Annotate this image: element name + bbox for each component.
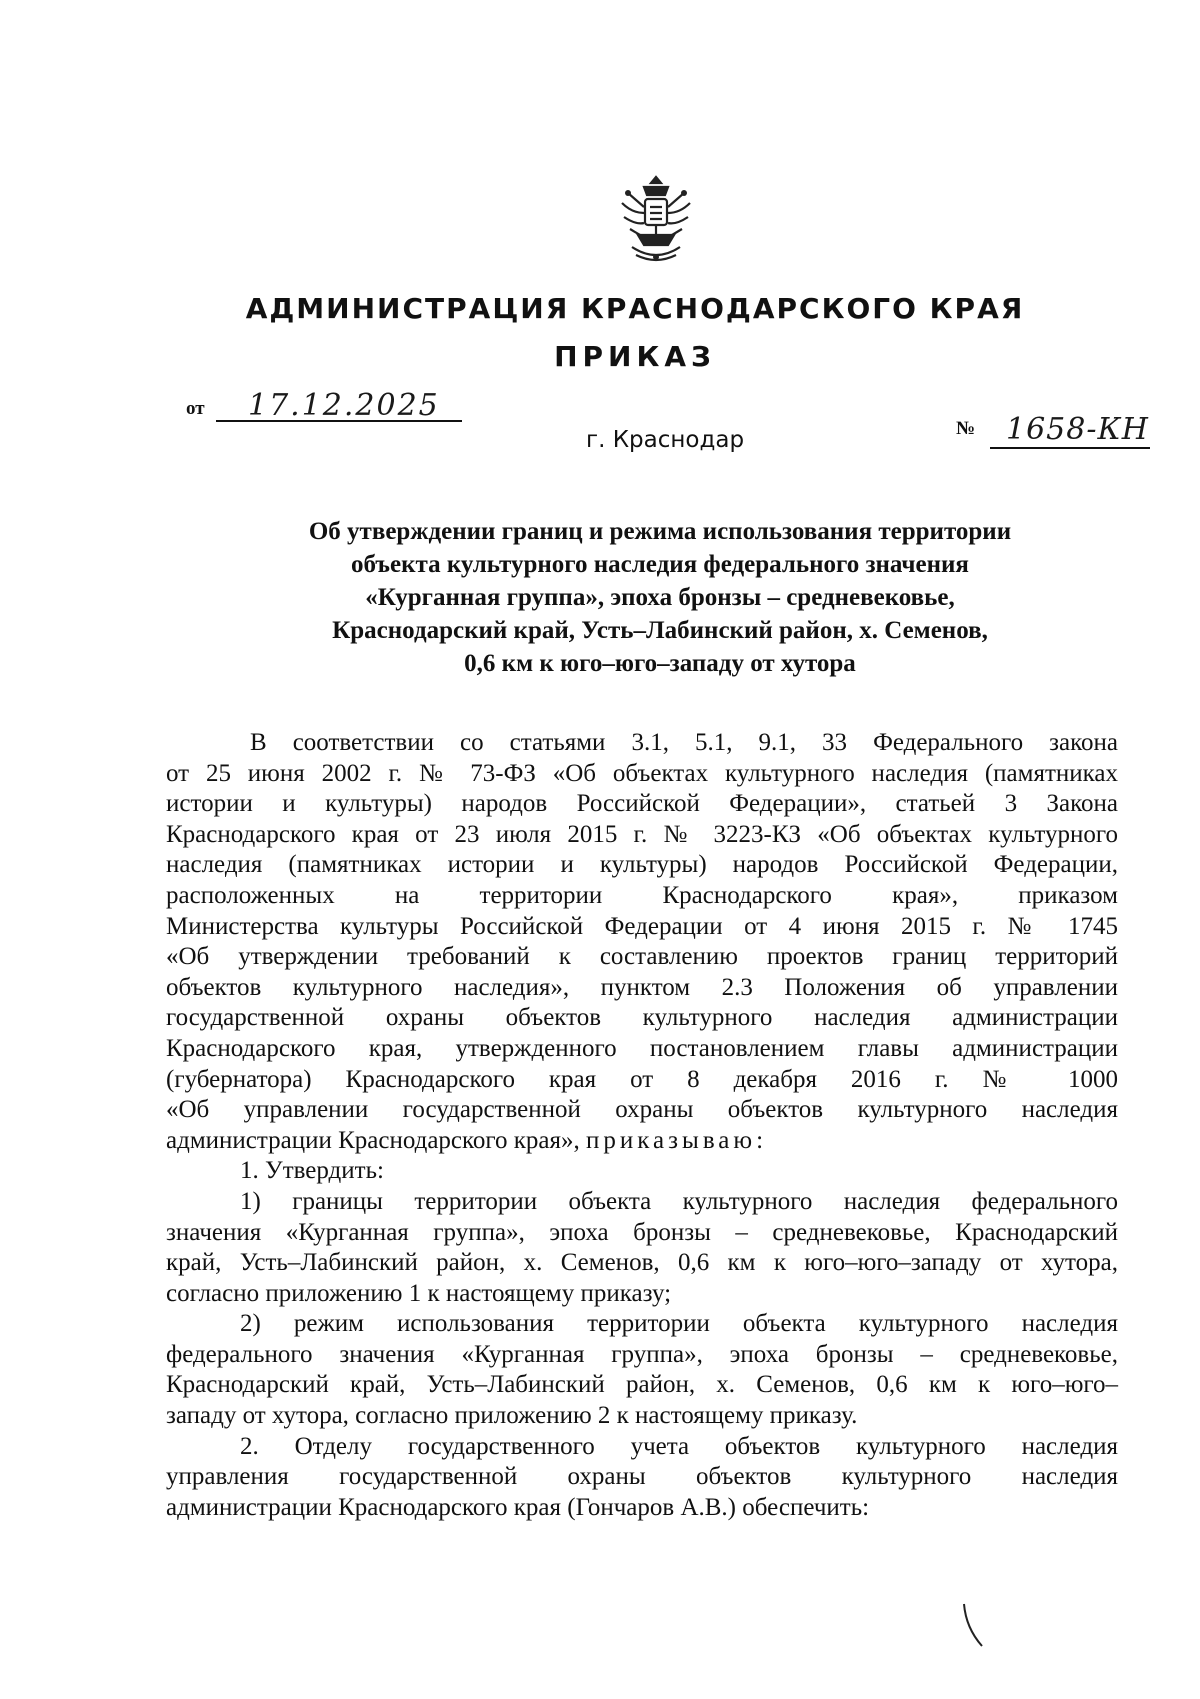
- number-underline: [990, 447, 1150, 449]
- document-title: [240, 515, 1080, 680]
- body-line: от 25 июня 2002 г. № 73-ФЗ «Об объектах культурного наследия (памятниках: [166, 759, 1118, 787]
- organization-name: АДМИНИСТРАЦИЯ КРАСНОДАРСКОГО КРАЯ: [245, 292, 1025, 325]
- body-line: значения «Курганная группа», эпоха бронзы – средневековье, Краснодарский: [166, 1218, 1118, 1246]
- number-label: №: [956, 418, 976, 439]
- body-line: Краснодарского края, утвержденного постановлением главы администрации: [166, 1034, 1118, 1062]
- item-1: 1. Утвердить:: [240, 1157, 384, 1185]
- body-line: 2) режим использования территории объекта культурного наследия: [240, 1310, 1118, 1338]
- body-line: расположенных на территории Краснодарского края», приказом: [166, 881, 1118, 909]
- body-line: объектов культурного наследия», пунктом 2.3 Положения об управлении: [166, 973, 1118, 1001]
- document-body: [166, 728, 1118, 1523]
- body-line: истории и культуры) народов Российской Федерации», статьей 3 Закона: [166, 790, 1118, 818]
- body-line: В соответствии со статьями 3.1, 5.1, 9.1, 33 Федерального закона: [250, 729, 1118, 756]
- coat-of-arms-emblem: [614, 173, 698, 265]
- document-type: ПРИКАЗ: [554, 340, 716, 373]
- body-line: наследия (памятниках истории и культуры) народов Российской Федерации,: [166, 851, 1118, 879]
- body-line: «Об утверждении требований к составлению проектов границ территорий: [166, 943, 1118, 971]
- body-line: [166, 1126, 1118, 1157]
- body-line: администрации Краснодарского края (Гончаров А.В.) обеспечить:: [166, 1493, 870, 1521]
- body-line: край, Усть–Лабинский район, х. Семенов, 0,6 км к юго–юго–западу от хутора,: [166, 1249, 1118, 1277]
- body-line: (губернатора) Краснодарского края от 8 декабря 2016 г. № 1000: [166, 1065, 1118, 1093]
- title-line: 0,6 км к юго–юго–западу от хутора: [464, 650, 856, 677]
- body-line: 2. Отделу государственного учета объектов культурного наследия: [240, 1432, 1118, 1460]
- title-line: «Курганная группа», эпоха бронзы – средневековье,: [365, 584, 955, 611]
- city: г. Краснодар: [586, 427, 745, 453]
- title-line: Об утверждении границ и режима использования территории: [308, 518, 1012, 545]
- body-line: согласно приложению 1 к настоящему приказу;: [166, 1279, 672, 1307]
- body-line: федерального значения «Курганная группа», эпоха бронзы – средневековье,: [166, 1340, 1118, 1368]
- date-handwritten: 17.12.2025: [248, 388, 440, 423]
- body-line: Краснодарского края от 23 июля 2015 г. № 3223-КЗ «Об объектах культурного: [166, 820, 1118, 848]
- body-line: Краснодарский край, Усть–Лабинский район, х. Семенов, 0,6 км к юго–юго–: [166, 1371, 1118, 1399]
- date-label: от: [186, 398, 205, 419]
- pen-mark: [960, 1600, 990, 1650]
- body-line: 1) границы территории объекта культурного наследия федерального: [240, 1187, 1118, 1215]
- title-line: Краснодарский край, Усть–Лабинский район, х. Семенов,: [332, 617, 988, 644]
- title-line: объекта культурного наследия федерального значения: [351, 551, 969, 578]
- body-line: «Об управлении государственной охраны объектов культурного наследия: [166, 1096, 1118, 1124]
- number-handwritten: 1658-КН: [1006, 412, 1149, 447]
- body-line: управления государственной охраны объектов культурного наследия: [166, 1463, 1118, 1491]
- body-text: администрации Краснодарского края»,: [166, 1126, 580, 1154]
- body-line: государственной охраны объектов культурного наследия администрации: [166, 1004, 1118, 1032]
- body-line: западу от хутора, согласно приложению 2 к настоящему приказу.: [166, 1402, 858, 1430]
- order-keyword: приказываю:: [586, 1126, 768, 1154]
- body-line: Министерства культуры Российской Федерации от 4 июня 2015 г. № 1745: [166, 912, 1118, 940]
